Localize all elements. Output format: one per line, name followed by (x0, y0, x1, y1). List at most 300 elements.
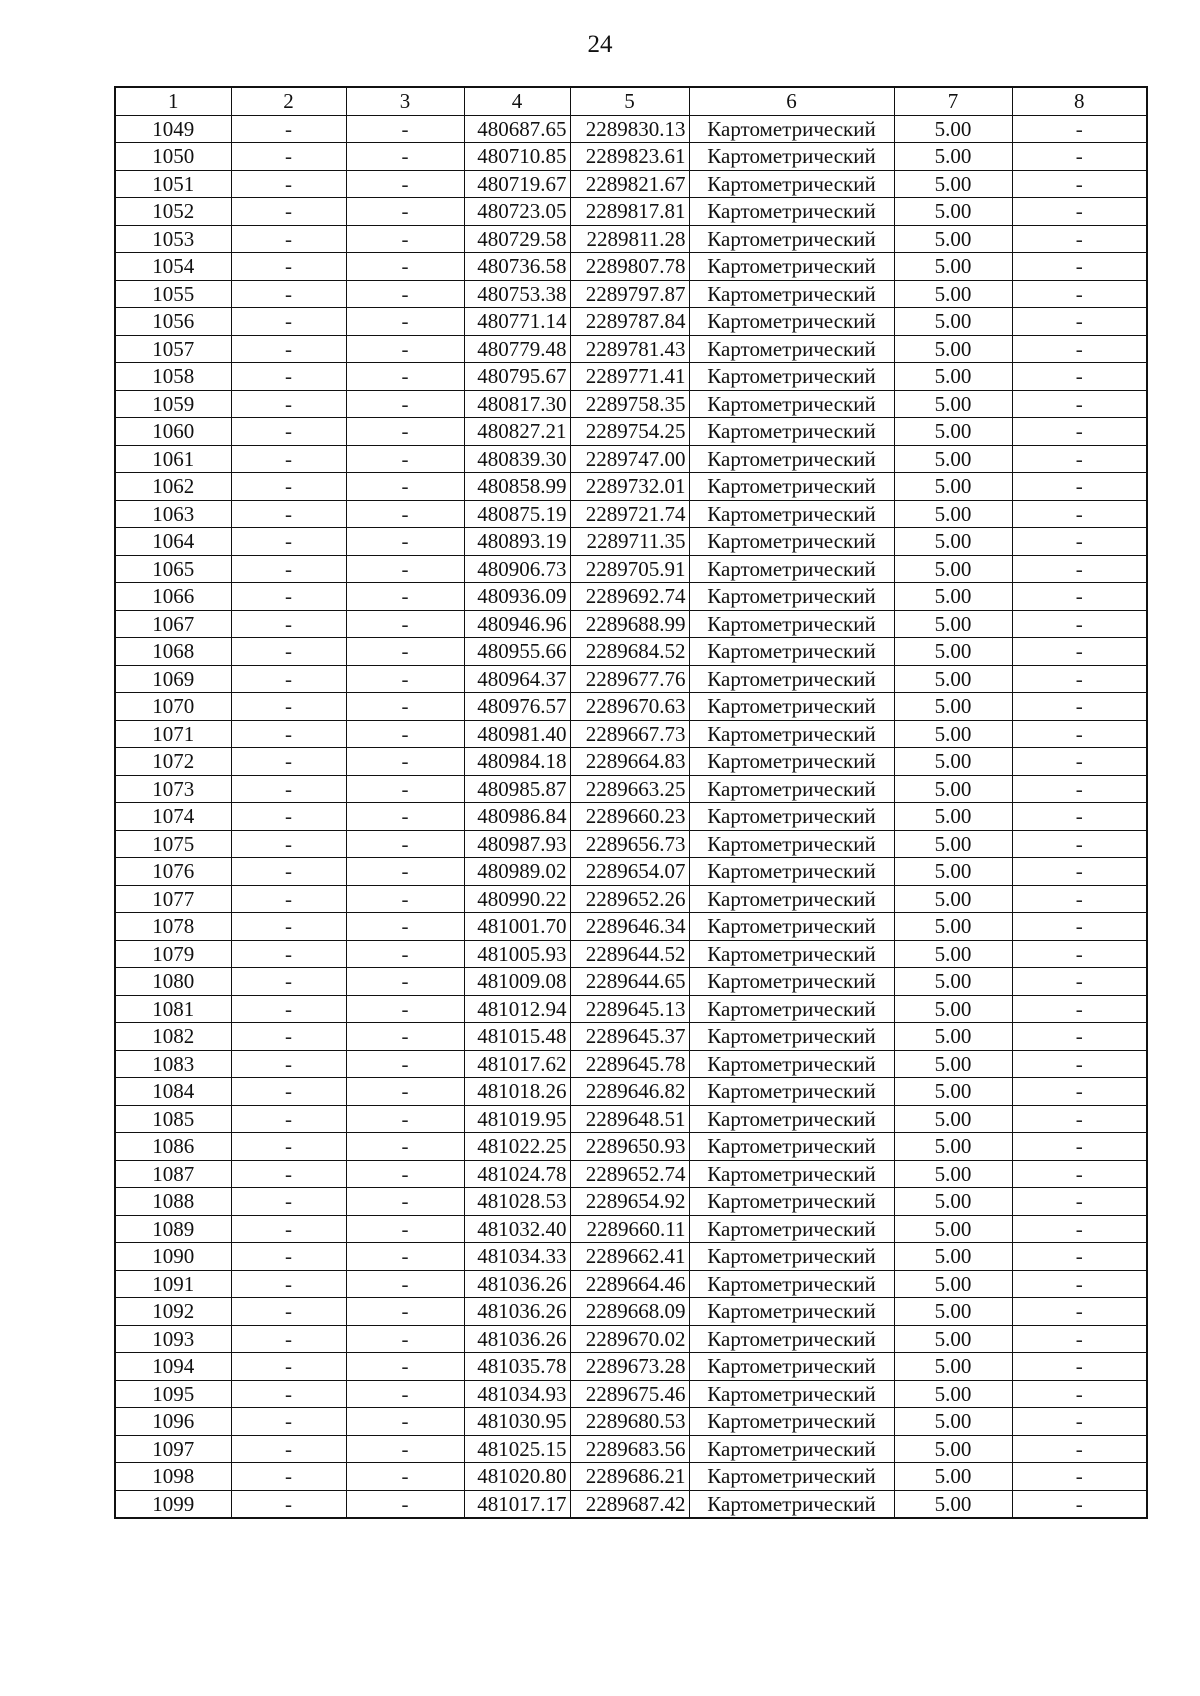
method-cell: Картометрический (689, 1188, 894, 1216)
col8-cell: - (1012, 335, 1147, 363)
accuracy-cell: 5.00 (894, 1243, 1012, 1271)
col3-cell: - (346, 253, 464, 281)
accuracy-cell: 5.00 (894, 363, 1012, 391)
point-number-cell: 1060 (115, 418, 231, 446)
col3-cell: - (346, 583, 464, 611)
y-coordinate-cell: 2289652.74 (570, 1160, 689, 1188)
col2-cell: - (231, 280, 346, 308)
col3-cell: - (346, 1105, 464, 1133)
y-coordinate-cell: 2289787.84 (570, 308, 689, 336)
x-coordinate-cell: 480875.19 (464, 500, 570, 528)
method-cell: Картометрический (689, 500, 894, 528)
y-coordinate-cell: 2289648.51 (570, 1105, 689, 1133)
col2-cell: - (231, 665, 346, 693)
y-coordinate-cell: 2289807.78 (570, 253, 689, 281)
point-number-cell: 1055 (115, 280, 231, 308)
table-row (115, 1133, 1147, 1161)
point-number-cell: 1079 (115, 940, 231, 968)
col2-cell: - (231, 1353, 346, 1381)
col3-cell: - (346, 1133, 464, 1161)
x-coordinate-cell: 481015.48 (464, 1023, 570, 1051)
col3-cell: - (346, 1215, 464, 1243)
column-header: 5 (570, 87, 689, 115)
x-coordinate-cell: 480906.73 (464, 555, 570, 583)
x-coordinate-cell: 481035.78 (464, 1353, 570, 1381)
col8-cell: - (1012, 1078, 1147, 1106)
table-row (115, 1463, 1147, 1491)
x-coordinate-cell: 480753.38 (464, 280, 570, 308)
point-number-cell: 1072 (115, 748, 231, 776)
col3-cell: - (346, 995, 464, 1023)
col2-cell: - (231, 913, 346, 941)
method-cell: Картометрический (689, 555, 894, 583)
method-cell: Картометрический (689, 528, 894, 556)
col8-cell: - (1012, 693, 1147, 721)
y-coordinate-cell: 2289652.26 (570, 885, 689, 913)
col8-cell: - (1012, 1160, 1147, 1188)
col8-cell: - (1012, 1270, 1147, 1298)
accuracy-cell: 5.00 (894, 1215, 1012, 1243)
col3-cell: - (346, 1270, 464, 1298)
col8-cell: - (1012, 418, 1147, 446)
column-header: 6 (689, 87, 894, 115)
y-coordinate-cell: 2289664.83 (570, 748, 689, 776)
col8-cell: - (1012, 995, 1147, 1023)
point-number-cell: 1081 (115, 995, 231, 1023)
point-number-cell: 1066 (115, 583, 231, 611)
point-number-cell: 1050 (115, 143, 231, 171)
method-cell: Картометрический (689, 748, 894, 776)
col3-cell: - (346, 803, 464, 831)
table-row (115, 1078, 1147, 1106)
col3-cell: - (346, 143, 464, 171)
y-coordinate-cell: 2289758.35 (570, 390, 689, 418)
col3-cell: - (346, 1078, 464, 1106)
y-coordinate-cell: 2289683.56 (570, 1435, 689, 1463)
header-row (115, 87, 1147, 115)
method-cell: Картометрический (689, 775, 894, 803)
col3-cell: - (346, 1188, 464, 1216)
accuracy-cell: 5.00 (894, 693, 1012, 721)
method-cell: Картометрический (689, 1463, 894, 1491)
method-cell: Картометрический (689, 1160, 894, 1188)
col3-cell: - (346, 610, 464, 638)
col3-cell: - (346, 968, 464, 996)
accuracy-cell: 5.00 (894, 280, 1012, 308)
y-coordinate-cell: 2289646.82 (570, 1078, 689, 1106)
accuracy-cell: 5.00 (894, 858, 1012, 886)
col8-cell: - (1012, 143, 1147, 171)
point-number-cell: 1052 (115, 198, 231, 226)
method-cell: Картометрический (689, 638, 894, 666)
col8-cell: - (1012, 830, 1147, 858)
y-coordinate-cell: 2289668.09 (570, 1298, 689, 1326)
accuracy-cell: 5.00 (894, 143, 1012, 171)
col8-cell: - (1012, 473, 1147, 501)
method-cell: Картометрический (689, 1490, 894, 1518)
method-cell: Картометрический (689, 968, 894, 996)
accuracy-cell: 5.00 (894, 1050, 1012, 1078)
col2-cell: - (231, 363, 346, 391)
col3-cell: - (346, 720, 464, 748)
table-row (115, 1050, 1147, 1078)
method-cell: Картометрический (689, 1380, 894, 1408)
col8-cell: - (1012, 308, 1147, 336)
accuracy-cell: 5.00 (894, 748, 1012, 776)
point-number-cell: 1085 (115, 1105, 231, 1133)
accuracy-cell: 5.00 (894, 445, 1012, 473)
point-number-cell: 1084 (115, 1078, 231, 1106)
x-coordinate-cell: 480976.57 (464, 693, 570, 721)
accuracy-cell: 5.00 (894, 583, 1012, 611)
accuracy-cell: 5.00 (894, 720, 1012, 748)
col2-cell: - (231, 418, 346, 446)
point-number-cell: 1056 (115, 308, 231, 336)
method-cell: Картометрический (689, 720, 894, 748)
col3-cell: - (346, 280, 464, 308)
x-coordinate-cell: 481005.93 (464, 940, 570, 968)
col8-cell: - (1012, 1023, 1147, 1051)
col3-cell: - (346, 363, 464, 391)
method-cell: Картометрический (689, 418, 894, 446)
col3-cell: - (346, 335, 464, 363)
y-coordinate-cell: 2289673.28 (570, 1353, 689, 1381)
col2-cell: - (231, 995, 346, 1023)
table-row (115, 940, 1147, 968)
accuracy-cell: 5.00 (894, 1380, 1012, 1408)
accuracy-cell: 5.00 (894, 1325, 1012, 1353)
accuracy-cell: 5.00 (894, 638, 1012, 666)
method-cell: Картометрический (689, 995, 894, 1023)
accuracy-cell: 5.00 (894, 885, 1012, 913)
point-number-cell: 1095 (115, 1380, 231, 1408)
col3-cell: - (346, 913, 464, 941)
accuracy-cell: 5.00 (894, 610, 1012, 638)
table-row (115, 253, 1147, 281)
point-number-cell: 1078 (115, 913, 231, 941)
method-cell: Картометрический (689, 143, 894, 171)
method-cell: Картометрический (689, 1353, 894, 1381)
col2-cell: - (231, 225, 346, 253)
point-number-cell: 1053 (115, 225, 231, 253)
table-row (115, 1325, 1147, 1353)
point-number-cell: 1076 (115, 858, 231, 886)
method-cell: Картометрический (689, 1408, 894, 1436)
x-coordinate-cell: 481009.08 (464, 968, 570, 996)
accuracy-cell: 5.00 (894, 968, 1012, 996)
point-number-cell: 1067 (115, 610, 231, 638)
x-coordinate-cell: 480990.22 (464, 885, 570, 913)
method-cell: Картометрический (689, 1050, 894, 1078)
table-row (115, 528, 1147, 556)
point-number-cell: 1065 (115, 555, 231, 583)
col2-cell: - (231, 748, 346, 776)
col3-cell: - (346, 1435, 464, 1463)
x-coordinate-cell: 480687.65 (464, 115, 570, 143)
table-row (115, 473, 1147, 501)
col3-cell: - (346, 1325, 464, 1353)
point-number-cell: 1057 (115, 335, 231, 363)
col2-cell: - (231, 445, 346, 473)
col3-cell: - (346, 170, 464, 198)
accuracy-cell: 5.00 (894, 1463, 1012, 1491)
y-coordinate-cell: 2289664.46 (570, 1270, 689, 1298)
table-row (115, 225, 1147, 253)
method-cell: Картометрический (689, 1270, 894, 1298)
method-cell: Картометрический (689, 473, 894, 501)
accuracy-cell: 5.00 (894, 1160, 1012, 1188)
y-coordinate-cell: 2289654.92 (570, 1188, 689, 1216)
col8-cell: - (1012, 445, 1147, 473)
col2-cell: - (231, 1463, 346, 1491)
x-coordinate-cell: 481020.80 (464, 1463, 570, 1491)
x-coordinate-cell: 481025.15 (464, 1435, 570, 1463)
method-cell: Картометрический (689, 610, 894, 638)
table-row (115, 143, 1147, 171)
col2-cell: - (231, 858, 346, 886)
method-cell: Картометрический (689, 1023, 894, 1051)
y-coordinate-cell: 2289675.46 (570, 1380, 689, 1408)
table-row (115, 1380, 1147, 1408)
y-coordinate-cell: 2289667.73 (570, 720, 689, 748)
y-coordinate-cell: 2289721.74 (570, 500, 689, 528)
table-row (115, 555, 1147, 583)
accuracy-cell: 5.00 (894, 170, 1012, 198)
y-coordinate-cell: 2289688.99 (570, 610, 689, 638)
accuracy-cell: 5.00 (894, 1435, 1012, 1463)
point-number-cell: 1093 (115, 1325, 231, 1353)
col2-cell: - (231, 115, 346, 143)
x-coordinate-cell: 480795.67 (464, 363, 570, 391)
col3-cell: - (346, 198, 464, 226)
col2-cell: - (231, 1160, 346, 1188)
method-cell: Картометрический (689, 253, 894, 281)
y-coordinate-cell: 2289781.43 (570, 335, 689, 363)
y-coordinate-cell: 2289670.02 (570, 1325, 689, 1353)
col2-cell: - (231, 610, 346, 638)
point-number-cell: 1089 (115, 1215, 231, 1243)
table-row (115, 1243, 1147, 1271)
x-coordinate-cell: 480981.40 (464, 720, 570, 748)
method-cell: Картометрический (689, 445, 894, 473)
column-header: 8 (1012, 87, 1147, 115)
x-coordinate-cell: 480719.67 (464, 170, 570, 198)
accuracy-cell: 5.00 (894, 1353, 1012, 1381)
table-row (115, 885, 1147, 913)
col8-cell: - (1012, 1243, 1147, 1271)
y-coordinate-cell: 2289817.81 (570, 198, 689, 226)
x-coordinate-cell: 481034.93 (464, 1380, 570, 1408)
col2-cell: - (231, 775, 346, 803)
column-header: 4 (464, 87, 570, 115)
x-coordinate-cell: 480984.18 (464, 748, 570, 776)
x-coordinate-cell: 481019.95 (464, 1105, 570, 1133)
col2-cell: - (231, 335, 346, 363)
col8-cell: - (1012, 1133, 1147, 1161)
x-coordinate-cell: 481001.70 (464, 913, 570, 941)
point-number-cell: 1082 (115, 1023, 231, 1051)
point-number-cell: 1058 (115, 363, 231, 391)
accuracy-cell: 5.00 (894, 225, 1012, 253)
col3-cell: - (346, 555, 464, 583)
col2-cell: - (231, 390, 346, 418)
accuracy-cell: 5.00 (894, 473, 1012, 501)
col8-cell: - (1012, 170, 1147, 198)
x-coordinate-cell: 480985.87 (464, 775, 570, 803)
col8-cell: - (1012, 500, 1147, 528)
table-row (115, 995, 1147, 1023)
col2-cell: - (231, 1270, 346, 1298)
x-coordinate-cell: 480771.14 (464, 308, 570, 336)
col8-cell: - (1012, 940, 1147, 968)
x-coordinate-cell: 481028.53 (464, 1188, 570, 1216)
x-coordinate-cell: 481034.33 (464, 1243, 570, 1271)
point-number-cell: 1064 (115, 528, 231, 556)
col8-cell: - (1012, 1435, 1147, 1463)
point-number-cell: 1061 (115, 445, 231, 473)
point-number-cell: 1097 (115, 1435, 231, 1463)
point-number-cell: 1099 (115, 1490, 231, 1518)
accuracy-cell: 5.00 (894, 913, 1012, 941)
accuracy-cell: 5.00 (894, 1133, 1012, 1161)
col8-cell: - (1012, 665, 1147, 693)
x-coordinate-cell: 481030.95 (464, 1408, 570, 1436)
col2-cell: - (231, 968, 346, 996)
table-header (115, 87, 1147, 115)
col3-cell: - (346, 665, 464, 693)
col8-cell: - (1012, 390, 1147, 418)
table-row (115, 418, 1147, 446)
x-coordinate-cell: 480955.66 (464, 638, 570, 666)
y-coordinate-cell: 2289645.37 (570, 1023, 689, 1051)
point-number-cell: 1075 (115, 830, 231, 858)
accuracy-cell: 5.00 (894, 335, 1012, 363)
col8-cell: - (1012, 583, 1147, 611)
point-number-cell: 1080 (115, 968, 231, 996)
table-row (115, 748, 1147, 776)
accuracy-cell: 5.00 (894, 500, 1012, 528)
table-row (115, 363, 1147, 391)
y-coordinate-cell: 2289654.07 (570, 858, 689, 886)
method-cell: Картометрический (689, 1105, 894, 1133)
method-cell: Картометрический (689, 1325, 894, 1353)
col3-cell: - (346, 500, 464, 528)
accuracy-cell: 5.00 (894, 528, 1012, 556)
col3-cell: - (346, 1243, 464, 1271)
x-coordinate-cell: 480723.05 (464, 198, 570, 226)
col2-cell: - (231, 1380, 346, 1408)
method-cell: Картометрический (689, 280, 894, 308)
x-coordinate-cell: 480936.09 (464, 583, 570, 611)
table-row (115, 693, 1147, 721)
y-coordinate-cell: 2289771.41 (570, 363, 689, 391)
method-cell: Картометрический (689, 1078, 894, 1106)
method-cell: Картометрический (689, 885, 894, 913)
col2-cell: - (231, 1490, 346, 1518)
accuracy-cell: 5.00 (894, 253, 1012, 281)
method-cell: Картометрический (689, 830, 894, 858)
col3-cell: - (346, 940, 464, 968)
col8-cell: - (1012, 1463, 1147, 1491)
col8-cell: - (1012, 775, 1147, 803)
point-number-cell: 1051 (115, 170, 231, 198)
col8-cell: - (1012, 1050, 1147, 1078)
col2-cell: - (231, 1298, 346, 1326)
col2-cell: - (231, 803, 346, 831)
table-row (115, 390, 1147, 418)
accuracy-cell: 5.00 (894, 1023, 1012, 1051)
table-row (115, 1435, 1147, 1463)
table-row (115, 1353, 1147, 1381)
method-cell: Картометрический (689, 913, 894, 941)
table-row (115, 1270, 1147, 1298)
y-coordinate-cell: 2289754.25 (570, 418, 689, 446)
point-number-cell: 1068 (115, 638, 231, 666)
col2-cell: - (231, 1408, 346, 1436)
method-cell: Картометрический (689, 803, 894, 831)
x-coordinate-cell: 481012.94 (464, 995, 570, 1023)
accuracy-cell: 5.00 (894, 665, 1012, 693)
accuracy-cell: 5.00 (894, 995, 1012, 1023)
col8-cell: - (1012, 1353, 1147, 1381)
point-number-cell: 1091 (115, 1270, 231, 1298)
y-coordinate-cell: 2289660.23 (570, 803, 689, 831)
table-row (115, 1105, 1147, 1133)
x-coordinate-cell: 480986.84 (464, 803, 570, 831)
accuracy-cell: 5.00 (894, 775, 1012, 803)
table-row (115, 830, 1147, 858)
column-header: 7 (894, 87, 1012, 115)
accuracy-cell: 5.00 (894, 308, 1012, 336)
col8-cell: - (1012, 638, 1147, 666)
coordinates-table (114, 86, 1148, 1519)
y-coordinate-cell: 2289644.65 (570, 968, 689, 996)
col3-cell: - (346, 858, 464, 886)
accuracy-cell: 5.00 (894, 1408, 1012, 1436)
col3-cell: - (346, 775, 464, 803)
col3-cell: - (346, 748, 464, 776)
col8-cell: - (1012, 858, 1147, 886)
point-number-cell: 1088 (115, 1188, 231, 1216)
col3-cell: - (346, 445, 464, 473)
x-coordinate-cell: 480729.58 (464, 225, 570, 253)
accuracy-cell: 5.00 (894, 940, 1012, 968)
method-cell: Картометрический (689, 1298, 894, 1326)
col8-cell: - (1012, 225, 1147, 253)
table-row (115, 308, 1147, 336)
col8-cell: - (1012, 1490, 1147, 1518)
accuracy-cell: 5.00 (894, 830, 1012, 858)
column-header: 2 (231, 87, 346, 115)
col3-cell: - (346, 1380, 464, 1408)
table-row (115, 638, 1147, 666)
x-coordinate-cell: 480858.99 (464, 473, 570, 501)
col8-cell: - (1012, 1188, 1147, 1216)
col3-cell: - (346, 390, 464, 418)
x-coordinate-cell: 481024.78 (464, 1160, 570, 1188)
table-row (115, 913, 1147, 941)
method-cell: Картометрический (689, 1243, 894, 1271)
col8-cell: - (1012, 280, 1147, 308)
col8-cell: - (1012, 115, 1147, 143)
col2-cell: - (231, 473, 346, 501)
col3-cell: - (346, 115, 464, 143)
table-row (115, 335, 1147, 363)
x-coordinate-cell: 480817.30 (464, 390, 570, 418)
y-coordinate-cell: 2289645.78 (570, 1050, 689, 1078)
col8-cell: - (1012, 968, 1147, 996)
col3-cell: - (346, 1298, 464, 1326)
